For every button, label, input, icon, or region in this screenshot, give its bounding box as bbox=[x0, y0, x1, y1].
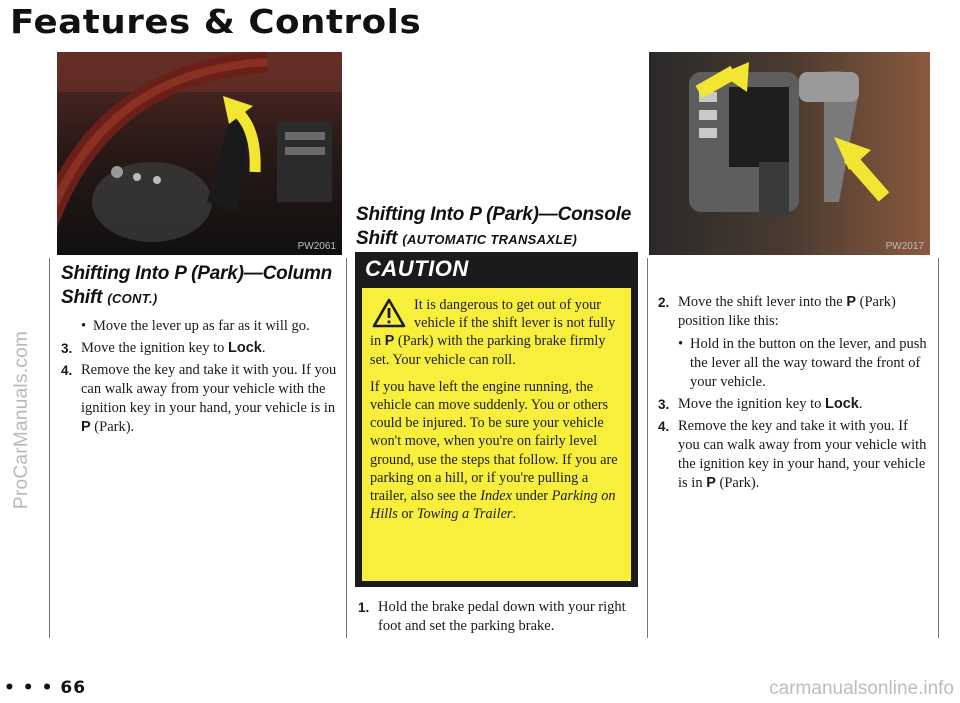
bullet-mark: • bbox=[678, 336, 684, 352]
page-number bbox=[4, 678, 86, 698]
step-text-end: (Park). bbox=[90, 419, 135, 435]
step-text-end: (Park). bbox=[715, 475, 760, 491]
right-margin-rule bbox=[938, 258, 939, 638]
caution-text-part: If you have left the engine running, the vehicle can move suddenly. You or others could be injured. To be sure your vehicle won't move, when you're on fairly level ground, use the steps that follow. If you are parking on a hill, or if you're pulling a trailer, also see the bbox=[370, 378, 618, 505]
console-shift-heading-text: Shifting Into P (Park)—Console Shift bbox=[356, 204, 632, 249]
step-bold: Lock bbox=[228, 340, 262, 356]
left-margin-rule bbox=[49, 258, 50, 638]
console-shift-step-3 bbox=[658, 395, 930, 414]
caution-index-ref: Index bbox=[480, 488, 512, 505]
console-shift-step-4 bbox=[658, 417, 930, 493]
step-number: 4. bbox=[658, 419, 670, 434]
caution-box bbox=[355, 252, 638, 587]
step-bold: P bbox=[846, 294, 856, 310]
step-bold: P bbox=[706, 475, 716, 491]
caution-text-part: (Park) with the parking brake firmly set. Your vehicle can roll. bbox=[370, 333, 606, 368]
column-shift-heading-text: Shifting Into P (Park)—Column Shift bbox=[61, 263, 333, 308]
step-number: 1. bbox=[358, 600, 370, 615]
column-rule-right bbox=[647, 258, 648, 638]
step-text: Move the ignition key to bbox=[81, 340, 228, 356]
column-shift-heading bbox=[61, 262, 343, 311]
page-number-prefix: • • • bbox=[4, 678, 54, 698]
column-shift-body bbox=[61, 317, 343, 437]
step-text: Move the shift lever into the bbox=[678, 294, 847, 310]
column-shift-lever-illustration bbox=[57, 52, 342, 255]
console-shift-step-2 bbox=[658, 293, 930, 331]
bullet-mark: • bbox=[81, 318, 87, 334]
caution-label: CAUTION bbox=[365, 256, 469, 281]
column-shift-photo bbox=[57, 52, 342, 255]
caution-ref-parking-on-hills: Parking on Hills bbox=[370, 488, 616, 523]
console-shift-bullet bbox=[678, 335, 930, 392]
column-shift-section bbox=[61, 262, 343, 438]
caution-paragraph-1 bbox=[370, 296, 621, 369]
caution-text-part: or bbox=[397, 506, 417, 523]
column-shift-step-3 bbox=[61, 339, 343, 358]
caution-text-part: under bbox=[511, 488, 552, 505]
step-text: Move the ignition key to bbox=[678, 396, 825, 412]
column-shift-bullet bbox=[81, 317, 343, 336]
caution-ref-towing-a-trailer: Towing a Trailer bbox=[416, 506, 513, 523]
console-shift-photo bbox=[649, 52, 930, 255]
step-text-end: (Park) position like this: bbox=[678, 294, 896, 329]
side-watermark: ProCarManuals.com bbox=[11, 330, 32, 510]
column-rule-left bbox=[346, 258, 347, 638]
column-shift-step-4 bbox=[61, 361, 343, 437]
step-text: Hold the brake pedal down with your right foot and set the parking brake. bbox=[378, 599, 626, 634]
step-number: 3. bbox=[658, 397, 670, 412]
bottom-watermark: carmanualsonline.info bbox=[769, 678, 954, 699]
column-shift-bullet-text: Move the lever up as far as it will go. bbox=[93, 318, 310, 334]
console-shift-heading-suffix: (AUTOMATIC TRANSAXLE) bbox=[402, 232, 578, 247]
step-text-end: . bbox=[858, 396, 863, 412]
page-number-value: 66 bbox=[60, 678, 87, 698]
caution-text-part: . bbox=[512, 506, 517, 523]
step-text: Remove the key and take it with you. If you can walk away from your vehicle with the ignition key in your hand, your vehicle is in bbox=[678, 418, 927, 491]
step-number: 4. bbox=[61, 363, 73, 378]
step-text: Remove the key and take it with you. If you can walk away from your vehicle with the ignition key in your hand, your vehicle is in bbox=[81, 362, 337, 416]
photo-code-right: PW2017 bbox=[885, 241, 924, 252]
column-shift-heading-suffix: (CONT.) bbox=[107, 291, 158, 306]
console-shift-steps bbox=[658, 293, 930, 494]
caution-bold-p: P bbox=[384, 333, 395, 350]
photo-code-left: PW2061 bbox=[297, 241, 336, 252]
caution-text bbox=[362, 288, 631, 581]
step-1 bbox=[358, 598, 643, 636]
console-shift-lever-illustration bbox=[649, 52, 930, 255]
warning-triangle-icon bbox=[372, 298, 406, 328]
console-shift-heading bbox=[356, 203, 646, 252]
step-text-end: . bbox=[261, 340, 266, 356]
caution-text-part: It is dangerous to get out of your vehicle if the shift lever is not fully in bbox=[370, 297, 616, 350]
console-shift-step-1 bbox=[358, 598, 643, 637]
step-number: 3. bbox=[61, 341, 73, 356]
step-bold: P bbox=[81, 419, 91, 435]
console-shift-bullet-text: Hold in the button on the lever, and push the lever all the way toward the front of your vehicle. bbox=[690, 336, 927, 390]
step-bold: Lock bbox=[825, 396, 859, 412]
step-number: 2. bbox=[658, 295, 670, 310]
page-title: Features & Controls bbox=[10, 2, 422, 41]
caution-paragraph-2 bbox=[370, 378, 621, 524]
